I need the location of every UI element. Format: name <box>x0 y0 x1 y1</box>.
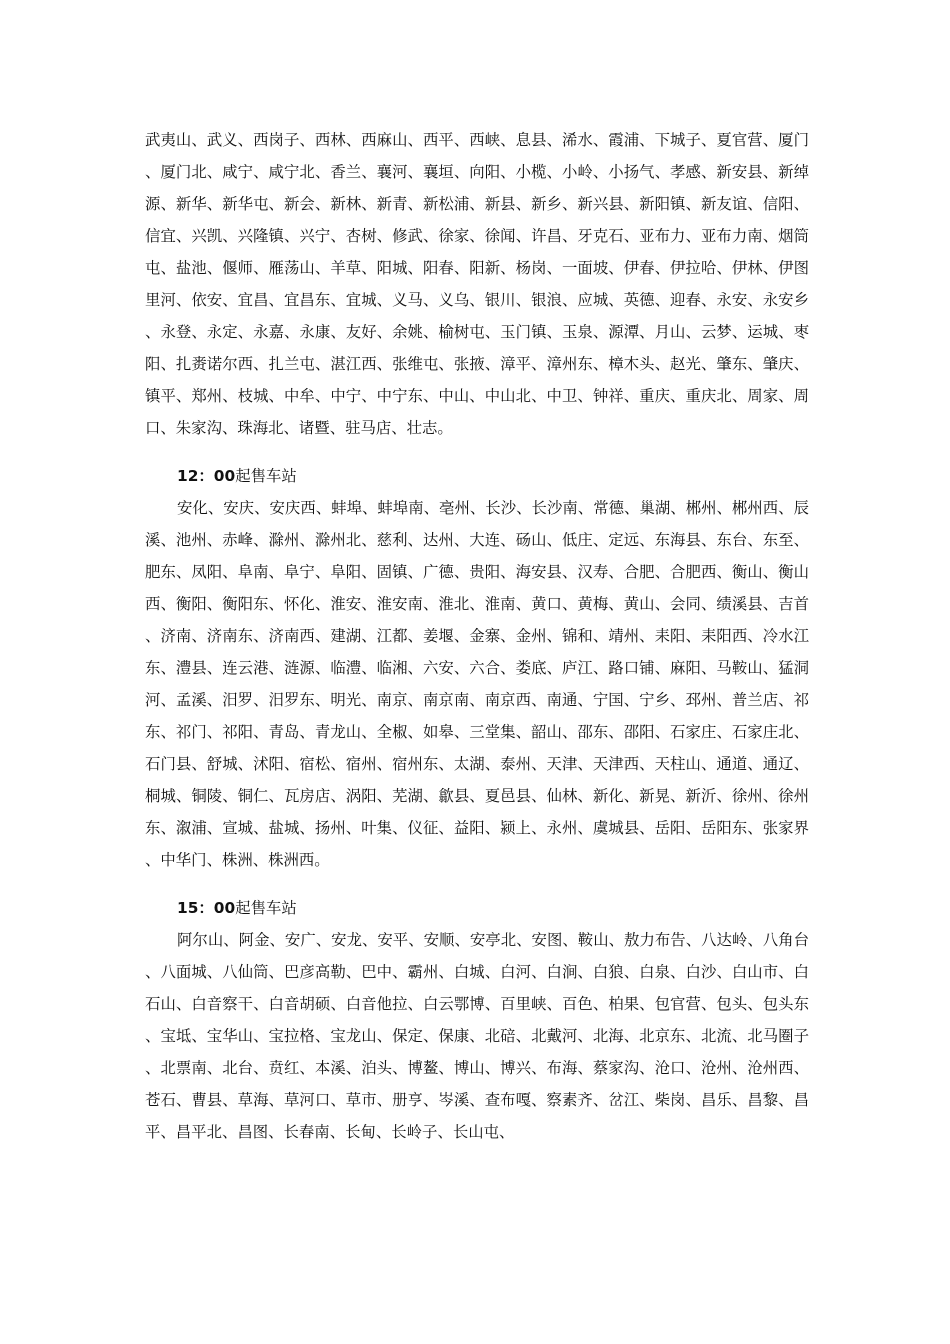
sale-time: 15：00 <box>177 899 236 917</box>
section-heading <box>145 460 809 492</box>
section-1200 <box>145 460 809 876</box>
station-list: 安化、安庆、安庆西、蚌埠、蚌埠南、亳州、长沙、长沙南、常德、巢湖、郴州、郴州西、辰溪、池州、赤峰、滁州、滁州北、慈利、达州、大连、砀山、低庄、定远、东海县、东台、东至、肥东、凤阳、阜南、阜宁、阜阳、固镇、广德、贵阳、海安县、汉寿、合肥、合肥西、衡山、衡山西、衡阳、衡阳东、怀化、淮安、淮安南、淮北、淮南、黄口、黄梅、黄山、会同、绩溪县、吉首、济南、济南东、济南西、建湖、江都、姜堰、金寨、金州、锦和、靖州、耒阳、耒阳西、冷水江东、澧县、连云港、涟源、临澧、临湘、六安、六合、娄底、庐江、路口铺、麻阳、马鞍山、猛洞河、孟溪、汨罗、汨罗东、明光、南京、南京南、南京西、南通、宁国、宁乡、邳州、普兰店、祁东、祁门、祁阳、青岛、青龙山、全椒、如皋、三堂集、韶山、邵东、邵阳、石家庄、石家庄北、石门县、舒城、沭阳、宿松、宿州、宿州东、太湖、泰州、天津、天津西、天柱山、通道、通辽、桐城、铜陵、铜仁、瓦房店、涡阳、芜湖、歙县、夏邑县、仙林、新化、新晃、新沂、徐州、徐州东、溆浦、宣城、盐城、扬州、叶集、仪征、益阳、颍上、永州、虞城县、岳阳、岳阳东、张家界、中华门、株洲、株洲西。 <box>145 499 809 869</box>
document-page <box>145 124 809 1148</box>
sale-label: 起售车站 <box>235 467 297 485</box>
sale-time: 12：00 <box>177 467 236 485</box>
sale-label: 起售车站 <box>235 899 297 917</box>
station-list-continued: 武夷山、武义、西岗子、西林、西麻山、西平、西峡、息县、浠水、霞浦、下城子、夏官营、厦门、厦门北、咸宁、咸宁北、香兰、襄河、襄垣、向阳、小榄、小岭、小扬气、孝感、新安县、新绰源、新华、新华屯、新会、新林、新青、新松浦、新县、新乡、新兴县、新阳镇、新友谊、信阳、信宜、兴凯、兴隆镇、兴宁、杏树、修武、徐家、徐闻、许昌、牙克石、亚布力、亚布力南、烟筒屯、盐池、偃师、雁荡山、羊草、阳城、阳春、阳新、杨岗、一面坡、伊春、伊拉哈、伊林、伊图里河、依安、宜昌、宜昌东、宜城、义马、义乌、银川、银浪、应城、英德、迎春、永安、永安乡、永登、永定、永嘉、永康、友好、余姚、榆树屯、玉门镇、玉泉、源潭、月山、云梦、运城、枣阳、扎赉诺尔西、扎兰屯、湛江西、张维屯、张掖、漳平、漳州东、樟木头、赵光、肇东、肇庆、镇平、郑州、枝城、中牟、中宁、中宁东、中山、中山北、中卫、钟祥、重庆、重庆北、周家、周口、朱家沟、珠海北、诸暨、驻马店、壮志。 <box>145 131 809 437</box>
section-heading <box>145 892 809 924</box>
section-1500 <box>145 892 809 1148</box>
station-list: 阿尔山、阿金、安广、安龙、安平、安顺、安亭北、安图、鞍山、敖力布告、八达岭、八角台、八面城、八仙筒、巴彦高勒、巴中、霸州、白城、白河、白涧、白狼、白泉、白沙、白山市、白石山、白音察干、白音胡硕、白音他拉、白云鄂博、百里峡、百色、柏果、包官营、包头、包头东、宝坻、宝华山、宝拉格、宝龙山、保定、保康、北碚、北戴河、北海、北京东、北流、北马圈子、北票南、北台、贲红、本溪、泊头、博鳌、博山、博兴、布海、蔡家沟、沧口、沧州、沧州西、苍石、曹县、草海、草河口、草市、册亨、岑溪、查布嘎、察素齐、岔江、柴岗、昌乐、昌黎、昌平、昌平北、昌图、长春南、长甸、长岭子、长山屯、 <box>145 931 809 1141</box>
